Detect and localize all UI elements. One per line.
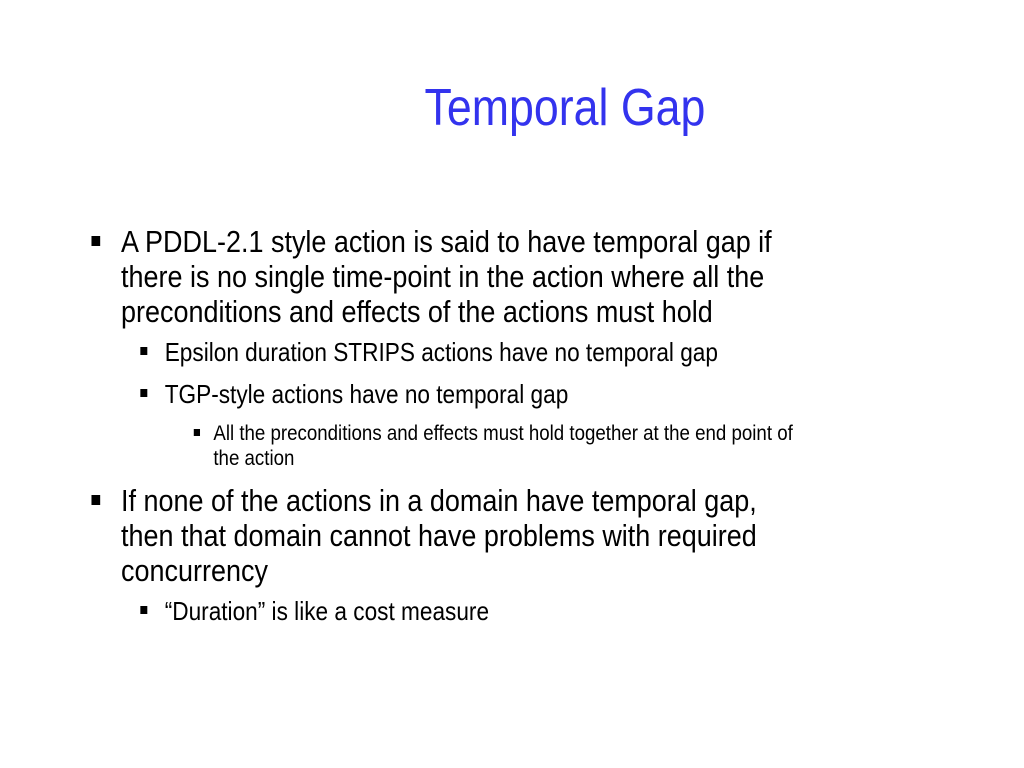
bullet-text: If none of the actions in a domain have temporal gap, then that domain cannot have problems with required concurrency — [121, 483, 757, 588]
sub-bullet-text: “Duration” is like a cost measure — [164, 596, 490, 626]
slide-title: Temporal Gap — [424, 79, 706, 137]
sub-sub-bullet-text: All the preconditions and effects must hold together at the end point of the action — [213, 422, 793, 470]
bullet-item — [88, 224, 1000, 329]
square-bullet-icon — [140, 347, 147, 355]
sub-bullet-item — [136, 596, 948, 626]
square-bullet-icon — [140, 389, 147, 397]
sub-sub-bullet-item — [192, 421, 970, 471]
sub-bullet-text: TGP-style actions have no temporal gap — [164, 379, 569, 409]
square-bullet-icon — [91, 236, 100, 246]
bullet-item — [88, 483, 1000, 588]
square-bullet-icon — [140, 606, 147, 614]
sub-bullet-item — [136, 379, 948, 409]
bullet-text: A PDDL-2.1 style action is said to have temporal gap if there is no single time-point in the action where all the preconditions and effects of the actions must hold — [121, 224, 772, 329]
bullet-list — [88, 224, 988, 638]
sub-bullet-item — [136, 337, 948, 367]
square-bullet-icon — [194, 429, 200, 436]
sub-bullet-text: Epsilon duration STRIPS actions have no temporal gap — [164, 337, 718, 367]
square-bullet-icon — [91, 495, 100, 505]
